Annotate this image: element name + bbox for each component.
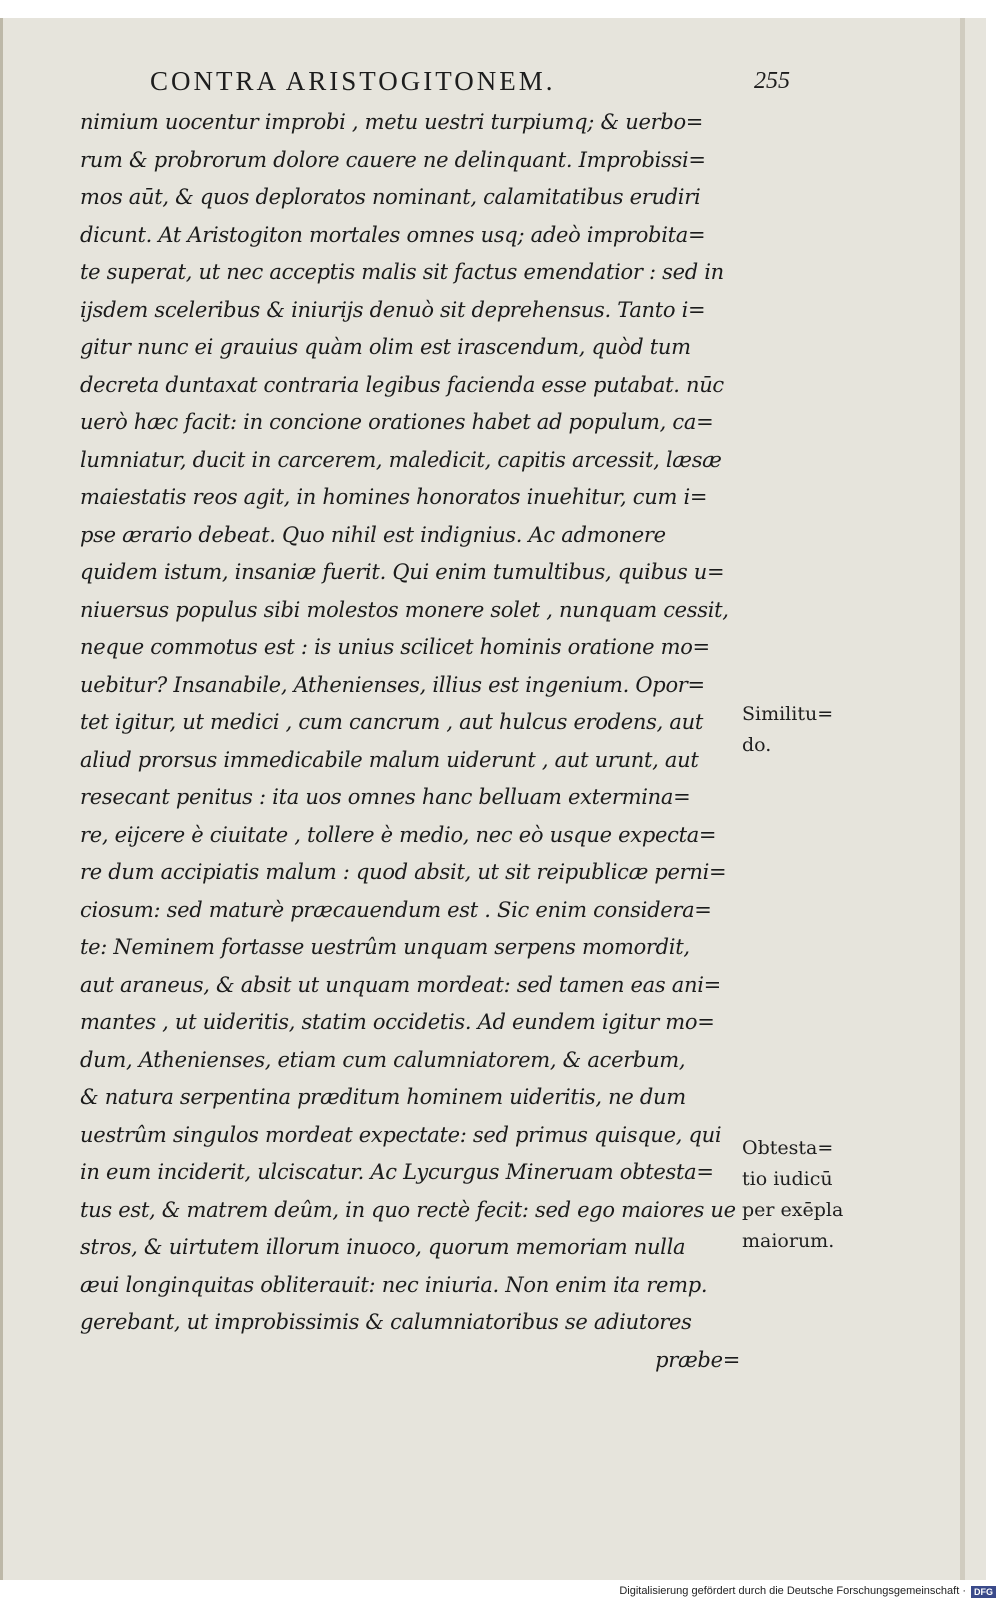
- text-line: neque commotus est : is unius scilicet hominis oratione mo=: [80, 635, 710, 659]
- page-header: [150, 66, 790, 106]
- catchword: præbe=: [655, 1347, 740, 1372]
- text-line: aliud prorsus immedicabile malum uiderunt , aut urunt, aut: [80, 747, 699, 772]
- text-line: quidem istum, insaniæ fuerit. Qui enim tumultibus, quibus u=: [80, 560, 725, 584]
- text-line: re, eijcere è ciuitate , tollere è medio, nec eò usque expecta=: [80, 822, 717, 847]
- text-line: tus est, & matrem deûm, in quo rectè fecit: sed ego maiores ue: [80, 1197, 736, 1222]
- text-line: mantes , ut uideritis, statim occidetis. Ad eundem igitur mo=: [80, 1010, 715, 1034]
- text-line: tet igitur, ut medici , cum cancrum , aut hulcus erodens, aut: [80, 710, 703, 734]
- margin-note-line: per exēpla: [742, 1199, 844, 1221]
- running-title: CONTRA ARISTOGITONEM.: [150, 66, 556, 96]
- text-line: mos aūt, & quos deploratos nominant, calamitatibus erudiri: [80, 185, 701, 209]
- page-edge: [960, 18, 965, 1580]
- margin-note-obtestatio: [742, 1133, 843, 1257]
- text-line: te: Neminem fortasse uestrûm unquam serpens momordit,: [80, 935, 690, 959]
- text-line: ijsdem sceleribus & iniurijs denuò sit deprehensus. Tanto i=: [80, 297, 706, 322]
- text-line: & natura serpentina præditum hominem uideritis, ne dum: [80, 1085, 686, 1109]
- margin-note-line: do.: [742, 734, 772, 756]
- margin-note-line: Similitu=: [742, 703, 834, 725]
- text-line: decreta duntaxat contraria legibus facienda esse putabat. nūc: [80, 372, 724, 397]
- footer-credit: Digitalisierung gefördert durch die Deutsche Forschungsgemeinschaft ·: [619, 1585, 966, 1597]
- margin-note-line: Obtesta=: [742, 1137, 834, 1159]
- text-line: uebitur? Insanabile, Athenienses, illius est ingenium. Opor=: [80, 672, 705, 697]
- text-line: re dum accipiatis malum : quod absit, ut sit reipublicæ perni=: [80, 860, 727, 884]
- text-line: gitur nunc ei grauius quàm olim est irascendum, quòd tum: [80, 335, 691, 359]
- text-line: resecant penitus : ita uos omnes hanc belluam extermina=: [80, 785, 691, 809]
- text-line: nimium uocentur improbi , metu uestri turpiumq; & uerbo=: [80, 110, 704, 134]
- text-line: rum & probrorum dolore cauere ne delinquant. Improbissi=: [80, 147, 706, 172]
- margin-note-line: tio iudicū: [742, 1168, 833, 1190]
- text-line: stros, & uirtutem illorum inuoco, quorum memoriam nulla: [80, 1235, 686, 1259]
- text-line: dum, Athenienses, etiam cum calumniatorem, & acerbum,: [80, 1047, 686, 1072]
- margin-note-line: maiorum.: [742, 1230, 835, 1252]
- text-line: uestrûm singulos mordeat expectate: sed primus quisque, qui: [80, 1122, 722, 1147]
- text-line: aut araneus, & absit ut unquam mordeat: sed tamen eas ani=: [80, 972, 721, 997]
- text-line: uerò hæc facit: in concione orationes habet ad populum, ca=: [80, 410, 714, 434]
- dfg-logo: DFG: [971, 1586, 996, 1598]
- text-line: ciosum: sed maturè præcauendum est . Sic enim considera=: [80, 897, 712, 922]
- text-line: æui longinquitas obliterauit: nec iniuria. Non enim ita remp.: [80, 1272, 708, 1297]
- text-line: niuersus populus sibi molestos monere solet , nunquam cessit,: [80, 597, 729, 622]
- text-line: lumniatur, ducit in carcerem, maledicit, capitis arcessit, læsæ: [80, 447, 722, 472]
- page-number: 255: [754, 68, 790, 94]
- text-line: gerebant, ut improbissimis & calumniatoribus se adiutores: [80, 1310, 692, 1334]
- text-line: dicunt. At Aristogiton mortales omnes usq; adeò improbita=: [80, 222, 706, 247]
- text-line: in eum inciderit, ulciscatur. Ac Lycurgus Mineruam obtesta=: [80, 1160, 714, 1184]
- text-line: pse ærario debeat. Quo nihil est indignius. Ac admonere: [80, 522, 666, 547]
- text-line: maiestatis reos agit, in homines honoratos inuehitur, cum i=: [80, 485, 708, 509]
- body-text: [80, 104, 740, 1379]
- margin-note-similitudo: [742, 699, 833, 761]
- text-line: te superat, ut nec acceptis malis sit factus emendatior : sed in: [80, 260, 724, 284]
